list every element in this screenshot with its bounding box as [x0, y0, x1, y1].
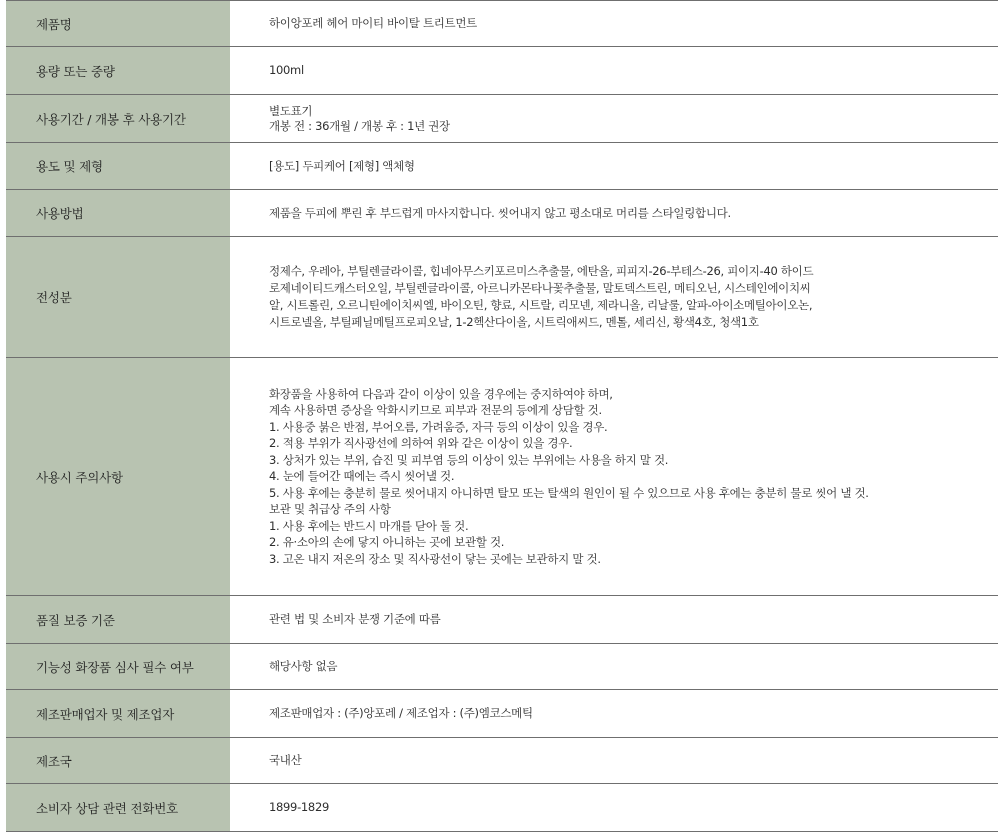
- row-label: 소비자 상담 관련 전화번호: [6, 784, 230, 831]
- value-line: 1. 사용중 붉은 반점, 부어오름, 가려움증, 자극 등의 이상이 있을 경우.: [269, 419, 608, 434]
- value-line: 제품을 두피에 뿌린 후 부드럽게 마사지합니다. 씻어내지 않고 평소대로 머리를 스타일링합니다.: [269, 205, 731, 220]
- value-line: 정제수, 우레아, 부틸렌글라이콜, 힙네아무스키포르미스추출물, 에탄올, 피피지-26-부테스-26, 피이지-40 하이드: [269, 264, 814, 278]
- table-row-directions: [6, 190, 998, 237]
- value-line: 3. 상처가 있는 부위, 습진 및 피부염 등의 이상이 있는 부위에는 사용을 하지 말 것.: [269, 452, 669, 467]
- table-row-phone: [6, 784, 998, 832]
- row-label: 사용방법: [6, 190, 230, 236]
- row-value: [230, 738, 998, 783]
- row-value: [230, 237, 998, 357]
- value-line: 5. 사용 후에는 충분히 물로 씻어내지 아니하면 탈모 또는 탈색의 원인이 될 수 있으므로 사용 후에는 충분히 물로 씻어 낼 것.: [269, 485, 869, 500]
- value-line: 보관 및 취급상 주의 사항: [269, 502, 391, 517]
- row-label: 용량 또는 중량: [6, 47, 230, 94]
- table-row-functional-review: [6, 644, 998, 690]
- row-label: 기능성 화장품 심사 필수 여부: [6, 644, 230, 689]
- row-value: [230, 358, 998, 595]
- value-line: 화장품을 사용하여 다음과 같이 이상이 있을 경우에는 중지하여야 하며,: [269, 386, 613, 401]
- value-line: 1899-1829: [269, 800, 329, 814]
- row-value: [230, 596, 998, 643]
- value-line: 국내산: [269, 753, 302, 767]
- value-line: 2. 유·소아의 손에 닿지 아니하는 곳에 보관할 것.: [269, 535, 505, 550]
- value-line: 해당사항 없음: [269, 659, 338, 673]
- value-line: 계속 사용하면 증상을 악화시키므로 피부과 전문의 등에게 상담할 것.: [269, 403, 602, 418]
- value-line: 시트로넬올, 부틸페닐메틸프로피오날, 1-2헥산다이올, 시트릭애씨드, 멘톨, 세리신, 황색4호, 청색1호: [269, 315, 759, 329]
- table-row-ingredients: [6, 237, 998, 358]
- row-value: [230, 1, 998, 46]
- product-info-table: [6, 0, 998, 832]
- row-label: 제조판매업자 및 제조업자: [6, 690, 230, 737]
- value-line: 2. 적용 부위가 직사광선에 의하여 위와 같은 이상이 있을 경우.: [269, 436, 573, 451]
- value-line: 100ml: [269, 63, 304, 77]
- value-line: 관련 법 및 소비자 분쟁 기준에 따름: [269, 612, 441, 626]
- value-line: 4. 눈에 들어간 때에는 즉시 씻어낼 것.: [269, 469, 455, 484]
- table-row-product-name: [6, 1, 998, 47]
- value-line: 제조판매업자 : (주)앙포레 / 제조업자 : (주)엠코스메틱: [269, 706, 533, 720]
- row-value: [230, 47, 998, 94]
- value-line: 3. 고온 내지 저온의 장소 및 직사광선이 닿는 곳에는 보관하지 말 것.: [269, 551, 601, 566]
- table-row-volume: [6, 47, 998, 95]
- row-value: [230, 143, 998, 189]
- value-line: [용도] 두피케어 [제형] 액체형: [269, 158, 415, 173]
- table-row-precautions: [6, 358, 998, 596]
- row-label: 제품명: [6, 1, 230, 46]
- table-row-manufacturer: [6, 690, 998, 738]
- row-label: 사용기간 / 개봉 후 사용기간: [6, 95, 230, 142]
- row-label: 품질 보증 기준: [6, 596, 230, 643]
- row-label: 제조국: [6, 738, 230, 783]
- row-value: [230, 190, 998, 236]
- row-label: 용도 및 제형: [6, 143, 230, 189]
- table-row-purpose-form: [6, 143, 998, 190]
- row-value: [230, 95, 998, 142]
- row-value: [230, 690, 998, 737]
- table-row-country: [6, 738, 998, 784]
- value-line: 하이앙포레 헤어 마이티 바이탈 트리트먼트: [269, 16, 477, 30]
- value-line: 알, 시트롤린, 오르니틴에이치씨엘, 바이오틴, 향료, 시트랄, 리모넨, 제라니올, 리날룰, 알파-아이소메틸아이오논,: [269, 298, 813, 312]
- row-label: 사용시 주의사항: [6, 358, 230, 595]
- table-row-quality-standard: [6, 596, 998, 644]
- value-line: 개봉 전 : 36개월 / 개봉 후 : 1년 권장: [269, 118, 450, 133]
- value-line: 로제네이티드캐스터오일, 부틸렌글라이콜, 아르니카몬타나꽃추출물, 말토덱스트린, 메티오닌, 시스테인에이치씨: [269, 281, 811, 295]
- row-label: 전성분: [6, 237, 230, 357]
- table-row-usage-period: [6, 95, 998, 143]
- value-line: 별도표기: [269, 103, 313, 118]
- row-value: [230, 644, 998, 689]
- value-line: 1. 사용 후에는 반드시 마개를 닫아 둘 것.: [269, 518, 469, 533]
